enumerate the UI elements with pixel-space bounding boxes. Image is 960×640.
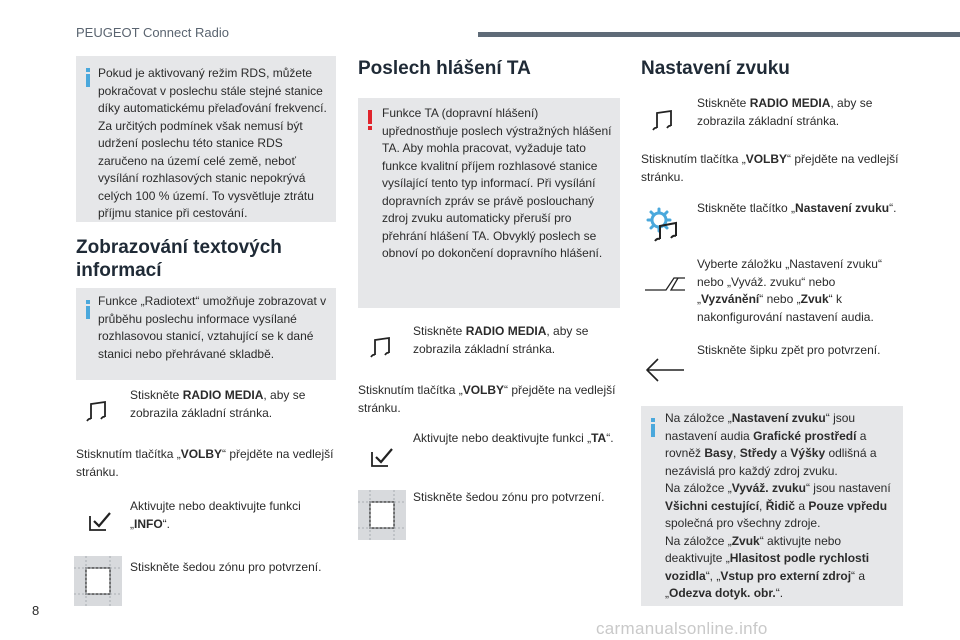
- sound-tabs-info-text: Na záložce „Nastavení zvuku“ jsou nastavení audia Grafické prostředí a rovněž Basy, Středy a Výšky odlišná a nezávislá pro každý zdroj zvuku. Na záložce „Vyváž. zvuku“ jsou nastavení Všichni cestující, Řidič a Pouze vpředu společná pro všechny zdroje. Na záložce „Zvuk“ aktivujte nebo deaktivujte „Hlasitost podle rychlosti vozidla“, „Vstup pro externí zdroj“ a „Odezva dotyk. obr.“.: [665, 411, 891, 600]
- col2-step-confirm: Stiskněte šedou zónu pro potvrzení.: [413, 490, 605, 504]
- music-note-icon: [86, 400, 108, 424]
- info-icon: [86, 300, 90, 319]
- grey-zone-icon: [74, 556, 122, 606]
- section-heading-sound: Nastavení zvuku: [641, 58, 790, 79]
- checkbox-icon: [88, 510, 112, 532]
- watermark: carmanualsonline.info: [596, 619, 768, 638]
- col1-step-radio-media: Stiskněte RADIO MEDIA, aby se zobrazila základní stránka.: [130, 388, 306, 420]
- col3-step-volby: Stisknutím tlačítka „VOLBY“ přejděte na vedlejší stránku.: [641, 152, 899, 184]
- header-bar: [478, 32, 960, 37]
- section-heading-text-info: Zobrazování textových informací: [76, 237, 282, 281]
- running-header: PEUGEOT Connect Radio: [76, 25, 229, 40]
- col1-step-info-toggle: Aktivujte nebo deaktivujte funkci „INFO“.: [130, 499, 301, 531]
- music-note-icon: [652, 109, 674, 133]
- col2-step-radio-media: Stiskněte RADIO MEDIA, aby se zobrazila základní stránka.: [413, 324, 589, 356]
- col3-step-select-tab: Vyberte záložku „Nastavení zvuku“ nebo „Vyváž. zvuku“ nebo „Vyzvánění“ nebo „Zvuk“ k nakonfigurování nastavení audia.: [697, 257, 882, 324]
- checkbox-icon: [370, 446, 394, 468]
- info-icon: [651, 418, 655, 437]
- info-icon: [86, 68, 90, 87]
- tab-icon: [644, 276, 686, 292]
- ta-warning-box: [358, 98, 620, 308]
- rds-info-box: [76, 56, 336, 222]
- warning-icon: [368, 110, 372, 130]
- music-note-icon: [370, 336, 392, 360]
- radiotext-info-text: Funkce „Radiotext“ umožňuje zobrazovat v průběhu poslechu informace vysílané rozhlasovou stanicí, vztahující se k dané stanici nebo přehrávané skladbě.: [98, 294, 327, 361]
- sound-settings-icon: [646, 206, 680, 244]
- col2-step-volby: Stisknutím tlačítka „VOLBY“ přejděte na vedlejší stránku.: [358, 383, 616, 415]
- col3-step-sound-settings: Stiskněte tlačítko „Nastavení zvuku“.: [697, 201, 897, 215]
- back-arrow-icon: [644, 356, 686, 384]
- sound-tabs-info-box: [641, 406, 903, 606]
- page-number: 8: [32, 603, 40, 618]
- col2-step-ta-toggle: Aktivujte nebo deaktivujte funkci „TA“.: [413, 431, 614, 445]
- col3-step-radio-media: Stiskněte RADIO MEDIA, aby se zobrazila základní stránka.: [697, 96, 873, 128]
- radiotext-info-box: [76, 288, 336, 380]
- grey-zone-icon: [358, 490, 406, 540]
- col1-step-volby: Stisknutím tlačítka „VOLBY“ přejděte na vedlejší stránku.: [76, 447, 334, 479]
- section-heading-ta: Poslech hlášení TA: [358, 58, 531, 79]
- rds-info-text: Pokud je aktivovaný režim RDS, můžete pokračovat v poslechu stále stejné stanice díky automatickému přelaďování frekvencí. Za určitých podmínek však nemusí být udržení poslechu této stanice RDS zaručeno na území celé země, neboť vysílání rozhlasových stanic nepokrývá celých 100 % území. To vysvětluje ztrátu příjmu stanice při cestování.: [98, 66, 327, 220]
- col1-step-confirm: Stiskněte šedou zónu pro potvrzení.: [130, 560, 322, 574]
- col3-step-back-confirm: Stiskněte šipku zpět pro potvrzení.: [697, 343, 881, 357]
- ta-warning-text: Funkce TA (dopravní hlášení) upřednostňuje poslech výstražných hlášení TA. Aby mohla pracovat, vyžaduje tato funkce kvalitní příjem rozhlasové stanice vysílající tento typ informací. Při vysílání dopravních zpráv se právě poslouchaný zdroj zvuku automaticky přeruší pro přehrání hlášení TA. Obvyklý poslech se obnoví po dokončení dopravního hlášení.: [382, 106, 612, 260]
